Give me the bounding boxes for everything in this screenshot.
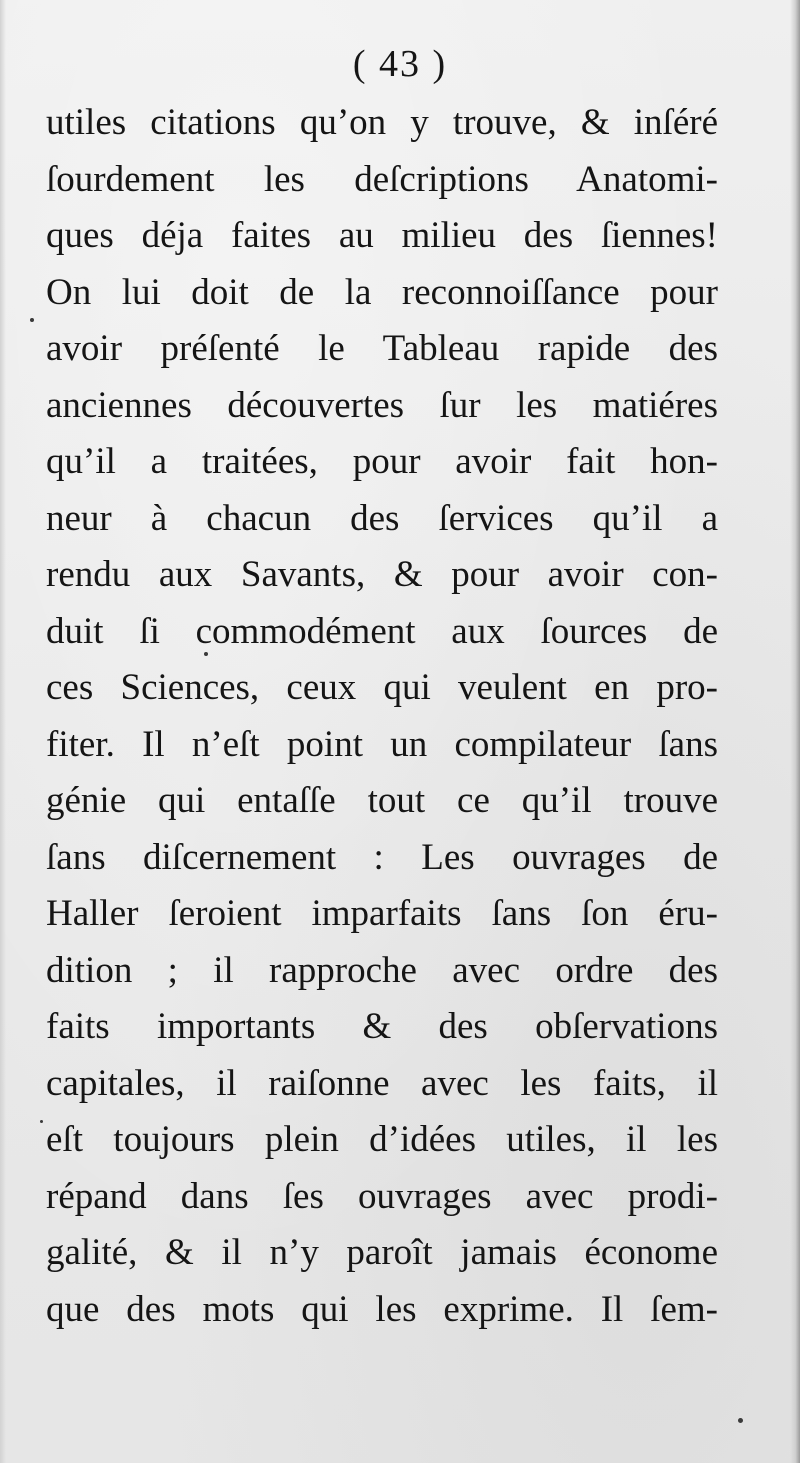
text-line: utiles citations qu’on y trouve, & inſéré (46, 102, 718, 143)
text-line: répand dans ſes ouvrages avec prodi- (46, 1175, 718, 1217)
ink-speck (204, 652, 208, 656)
text-line: Haller ſeroient imparfaits ſans ſon éru- (46, 893, 718, 934)
page-number: ( 43 ) (352, 43, 448, 85)
text-line: ques déja faites au milieu des ſiennes! (46, 215, 718, 256)
text-line: qu’il a traitées, pour avoir fait hon- (46, 441, 718, 482)
text-line: avoir préſenté le Tableau rapide des (46, 328, 718, 369)
ink-speck (40, 1120, 43, 1123)
ink-speck (30, 318, 34, 322)
text-line: duit ſi commodément aux ſources de (46, 610, 718, 652)
text-line: neur à chacun des ſervices qu’il a (46, 497, 718, 539)
body-text (46, 95, 718, 1338)
page-right-edge (790, 0, 800, 1463)
text-line: fiter. Il n’eſt point un compilateur ſans (46, 723, 718, 765)
text-line: eſt toujours plein d’idées utiles, il les (46, 1119, 718, 1160)
text-line: rendu aux Savants, & pour avoir con- (46, 554, 718, 595)
text-line: ſans diſcernement : Les ouvrages de (46, 836, 718, 878)
ink-speck (738, 1418, 743, 1423)
text-line: génie qui entaſſe tout ce qu’il trouve (46, 780, 718, 821)
text-line: capitales, il raiſonne avec les faits, il (46, 1062, 718, 1104)
text-line: ces Sciences, ceux qui veulent en pro- (46, 667, 718, 708)
text-line: dition ; il rapproche avec ordre des (46, 949, 718, 991)
text-line: anciennes découvertes ſur les matiéres (46, 384, 718, 426)
text-line: faits importants & des obſervations (46, 1006, 718, 1047)
text-line: galité, & il n’y paroît jamais économe (46, 1232, 718, 1273)
text-line: ſourdement les deſcriptions Anatomi- (46, 158, 718, 200)
page-left-edge (0, 0, 6, 1463)
text-line: que des mots qui les exprime. Il ſem- (46, 1288, 718, 1330)
text-line: On lui doit de la reconnoiſſance pour (46, 271, 718, 313)
